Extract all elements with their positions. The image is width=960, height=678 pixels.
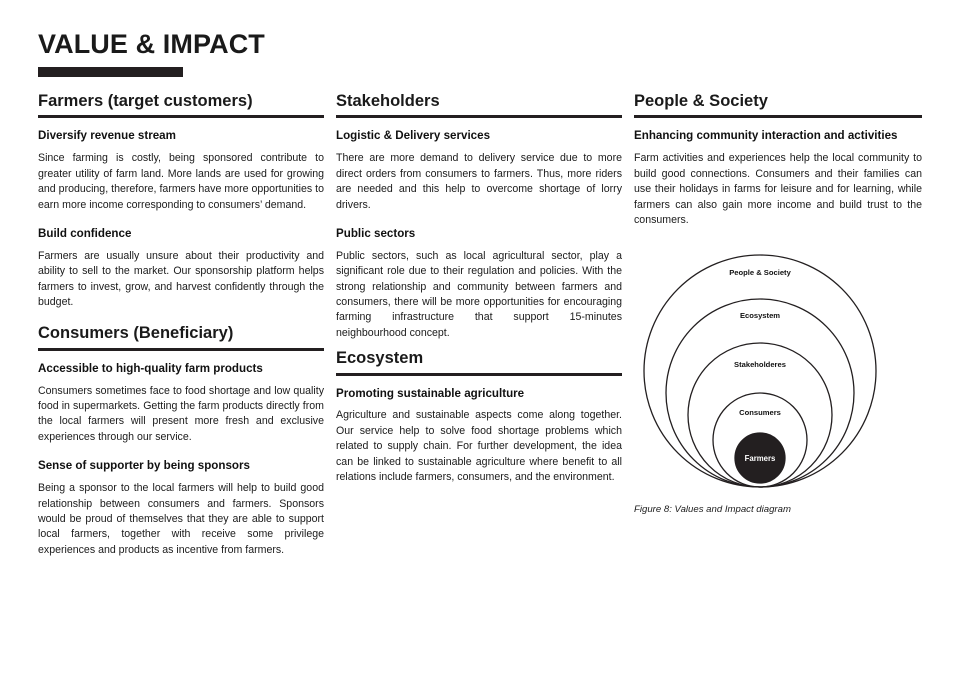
subheading-accessible-high-quality: Accessible to high-quality farm products [38,361,263,375]
section-heading-stakeholders: Stakeholders [336,92,440,110]
section-gap [38,312,324,324]
ring-label-people-society: People & Society [729,268,791,278]
subheading-enhancing-community-interaction: Enhancing community interaction and activities [634,129,898,143]
column-stakeholders [336,92,622,662]
paragraph-build-confidence: Farmers are usually unsure about their productivity and ability to sell to the market. Our sponsorship platform helps farmers to invest, grow, and harvest confidently through the budget. [38,249,324,308]
page-title: VALUE & IMPACT [38,29,265,59]
paragraph-diversify-revenue-stream: Since farming is costly, being sponsored contribute to greater utility of farm land. More lands are used for growing and producing, therefore, farmers have more opportunities to earn more income corresponding to consumers’ demand. [38,152,324,211]
paragraph-promoting-sustainable-agriculture: Agriculture and sustainable aspects come along together. Our service help to solve food shortage problems which related to supply chain. For further development, the idea can be linked to sustainable agriculture where benefit to all relations include farmers, consumers, and the environment. [336,409,622,484]
title-underline-bar [38,67,183,77]
subheading-build-confidence: Build confidence [38,226,132,240]
section-heading-consumers: Consumers (Beneficiary) [38,324,234,343]
section-rule [634,115,922,118]
section-rule [38,348,324,351]
content-columns [38,92,922,662]
subheading-sense-of-supporter: Sense of supporter by being sponsors [38,459,250,473]
section-heading-farmers: Farmers (target customers) [38,92,253,110]
figure-caption: Figure 8: Values and Impact diagram [634,504,791,516]
section-ecosystem [336,349,622,485]
section-heading-ecosystem: Ecosystem [336,349,424,368]
section-stakeholders [336,92,622,341]
section-rule [336,373,622,376]
masthead [38,30,922,77]
ring-label-consumers: Consumers [739,408,781,418]
ring-label-stakeholders: Stakeholderes [734,360,786,370]
paragraph-accessible-high-quality: Consumers sometimes face to food shortage and low quality food in supermarkets. Getting the farm products directly from the local farmers will present more fresh and exclusive experiences through our service. [38,384,324,443]
nested-circles-svg [634,254,922,494]
subheading-public-sectors: Public sectors [336,226,416,240]
section-people-society [634,92,922,228]
paragraph-public-sectors: Public sectors, such as local agricultural sector, play a significant role due to their regulation and policies. With the strong relationship and community between farmers and consumers, there will be more opportunities for encouraging farming infrastructure that support 15-minutes neighbourhood concept. [336,249,622,339]
paragraph-logistic-delivery: There are more demand to delivery service due to more direct orders from consumers to farmers. Thus, more riders are needed and this help to overcome shortage of lorry drivers. [336,152,622,211]
paragraph-sense-of-supporter: Being a sponsor to the local farmers will help to build good relationship between consumers and farmers. Sponsors would be proud of themselves that they are able to support local farmers, together with receive some privilege experiences and products as incentive from farmers. [38,482,324,556]
ring-label-ecosystem: Ecosystem [739,311,781,321]
section-rule [38,115,324,118]
paragraph-enhancing-community-interaction: Farm activities and experiences help the local community to build good connections. Consumers and their families can use their holidays in farms for leisure and for learning, while farmers can also gain more income and build trust to the consumers. [634,152,922,226]
section-heading-people-society: People & Society [634,92,768,110]
column-farmers [38,92,324,662]
subheading-promoting-sustainable-agriculture: Promoting sustainable agriculture [336,386,525,400]
section-rule [336,115,622,118]
values-impact-diagram [634,254,922,516]
subheading-logistic-delivery: Logistic & Delivery services [336,129,491,143]
subheading-diversify-revenue-stream: Diversify revenue stream [38,129,176,143]
section-farmers [38,92,324,310]
column-people-society [634,92,922,662]
section-consumers [38,324,324,558]
ring-label-farmers: Farmers [744,454,776,464]
